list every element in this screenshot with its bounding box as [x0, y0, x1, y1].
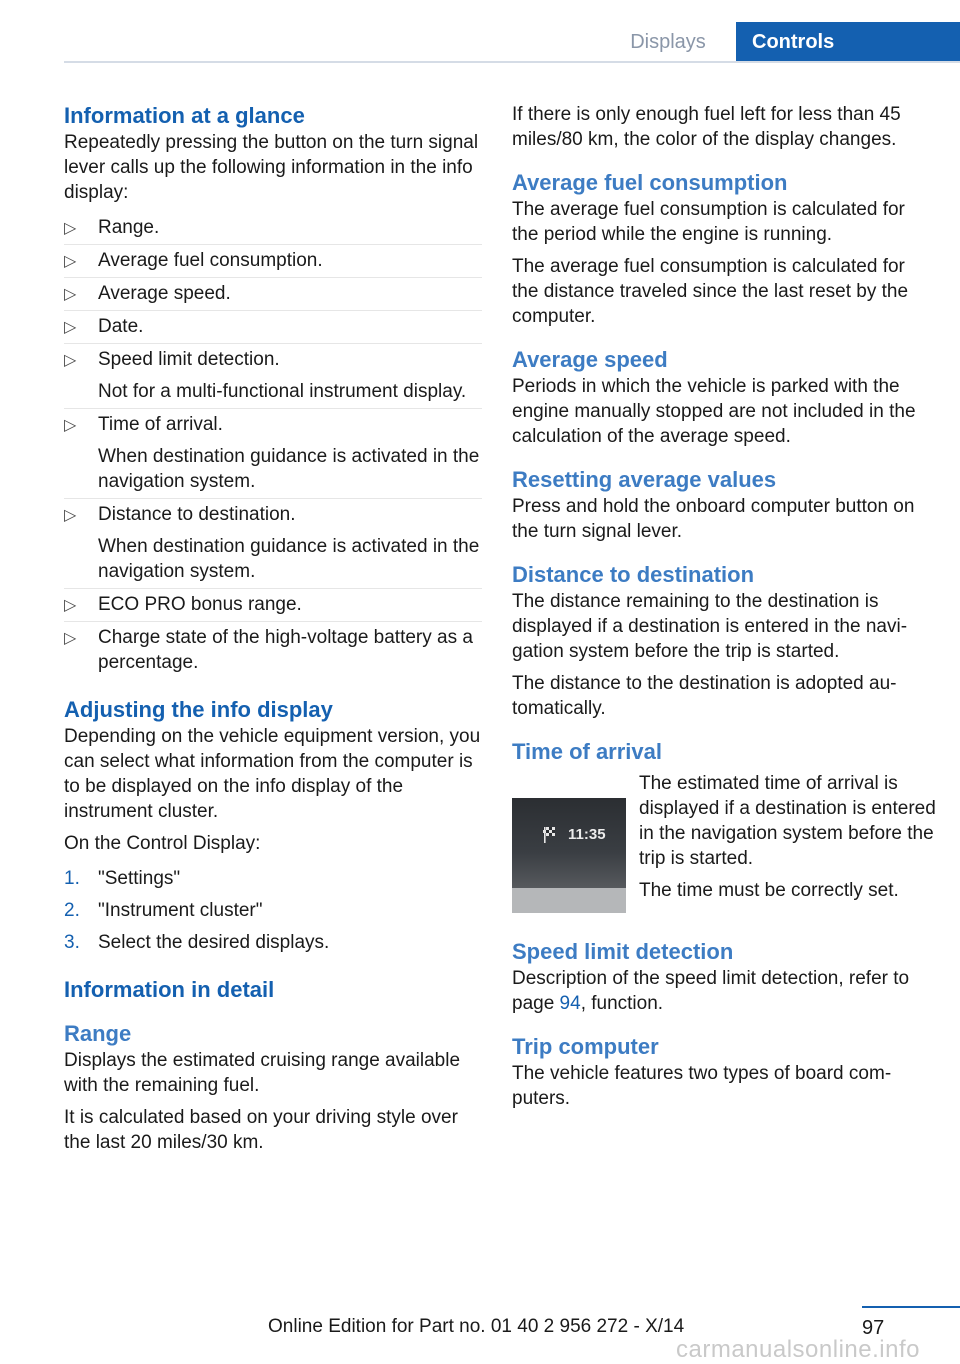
bullet-range: ▷ Range. — [64, 212, 482, 244]
arrival-block — [512, 771, 936, 921]
step-item: 3. Select the desired displays. — [64, 932, 330, 953]
triangle-bullet-icon: ▷ — [64, 597, 77, 614]
heading-trip-computer: Trip computer — [512, 1034, 659, 1059]
bullet-time-of-arrival: ▷ Time of arrival. When destination guidance is activated in the navigation system. — [64, 408, 482, 498]
arrival-paragraph-2: The time must be correctly set. — [639, 880, 899, 901]
page-number-rule — [862, 1306, 960, 1308]
heading-speed-limit: Speed limit detection — [512, 939, 734, 964]
adjust-paragraph: Depending on the vehicle equipment version, you can select what information from the computer is to be displayed on the info display of the instrument cluster. — [64, 726, 481, 822]
heading-time-of-arrival: Time of arrival — [512, 739, 662, 764]
step-item: 2. "Instrument cluster" — [64, 900, 263, 921]
bullet-avg-speed: ▷ Average speed. — [64, 277, 482, 310]
fuel-warning-paragraph: If there is only enough fuel left for less than 45 miles/80 km, the color of the display changes. — [512, 104, 901, 150]
distance-paragraph-2: The distance to the destination is adopted automatically. — [512, 673, 897, 719]
tab-controls: Controls — [736, 22, 960, 62]
triangle-bullet-icon: ▷ — [64, 220, 77, 237]
triangle-bullet-icon: ▷ — [64, 319, 77, 336]
heading-average-fuel: Average fuel consumption — [512, 170, 788, 195]
heading-distance: Distance to destination — [512, 562, 755, 587]
heading-resetting: Resetting average values — [512, 467, 777, 492]
step-item: 1. "Settings" — [64, 868, 181, 889]
distance-paragraph-1: The distance remaining to the destination is displayed if a destination is entered in the navigation system before the trip is started. — [512, 591, 908, 662]
avgfuel-paragraph-2: The average fuel consumption is calculated for the distance traveled since the last reset by the computer. — [512, 256, 909, 327]
heading-average-speed: Average speed — [512, 347, 668, 372]
range-paragraph-1: Displays the estimated cruising range available with the remaining fuel. — [64, 1050, 461, 1096]
triangle-bullet-icon: ▷ — [64, 286, 77, 303]
bullet-eco-pro: ▷ ECO PRO bonus range. — [64, 588, 482, 621]
steps-list — [64, 863, 482, 959]
arrival-display-image — [512, 798, 626, 913]
arrival-paragraph-1: The estimated time of arrival is displayed if a destination is entered in the navigation system before the trip is started. — [639, 773, 936, 869]
bullet-avg-fuel: ▷ Average fuel consumption. — [64, 244, 482, 277]
triangle-bullet-icon: ▷ — [64, 352, 77, 369]
heading-information-in-detail: Information in detail — [64, 977, 275, 1002]
range-paragraph-2: It is calculated based on your driving style over the last 20 miles/30 km. — [64, 1107, 458, 1153]
triangle-bullet-icon: ▷ — [64, 253, 77, 270]
speedlimit-paragraph: Description of the speed limit detection, refer to page 94, function. — [512, 968, 910, 1014]
right-column — [512, 102, 936, 1118]
page-reference-link[interactable]: 94 — [559, 993, 581, 1014]
left-column — [64, 102, 482, 1162]
bullet-speed-limit: ▷ Speed limit detection. Not for a multi-functional instrument display. — [64, 343, 482, 408]
watermark: carmanualsonline.info — [676, 1336, 920, 1363]
heading-range: Range — [64, 1021, 132, 1046]
avgspeed-paragraph: Periods in which the vehicle is parked with the engine manually stopped are not included in the calculation of the average speed. — [512, 376, 916, 447]
arrival-text — [639, 771, 939, 910]
page-number: 97 — [862, 1317, 885, 1339]
triangle-bullet-icon: ▷ — [64, 507, 77, 524]
tab-displays: Displays — [630, 31, 706, 53]
bullet-distance: ▷ Distance to destination. When destination guidance is activated in the navigation system. — [64, 498, 482, 588]
triangle-bullet-icon: ▷ — [64, 630, 77, 647]
control-display-paragraph: On the Control Display: — [64, 833, 261, 854]
edition-footer: Online Edition for Part no. 01 40 2 956 272 - X/14 — [268, 1316, 685, 1337]
avgfuel-paragraph-1: The average fuel consumption is calculated for the period while the engine is running. — [512, 199, 905, 245]
triangle-bullet-icon: ▷ — [64, 417, 77, 434]
heading-information-at-a-glance: Information at a glance — [64, 103, 305, 128]
reset-paragraph: Press and hold the onboard computer button on the turn signal lever. — [512, 496, 915, 542]
arrival-time-readout: 11:35 — [568, 826, 606, 843]
header-rule — [64, 61, 960, 63]
info-bullet-list — [64, 212, 482, 679]
heading-adjusting: Adjusting the info display — [64, 697, 333, 722]
glance-paragraph: Repeatedly pressing the button on the turn signal lever calls up the following information in the info display: — [64, 132, 479, 203]
bullet-date: ▷ Date. — [64, 310, 482, 343]
bullet-charge-state: ▷ Charge state of the high-voltage battery as a percentage. — [64, 621, 482, 679]
trip-paragraph: The vehicle features two types of board computers. — [512, 1063, 892, 1109]
